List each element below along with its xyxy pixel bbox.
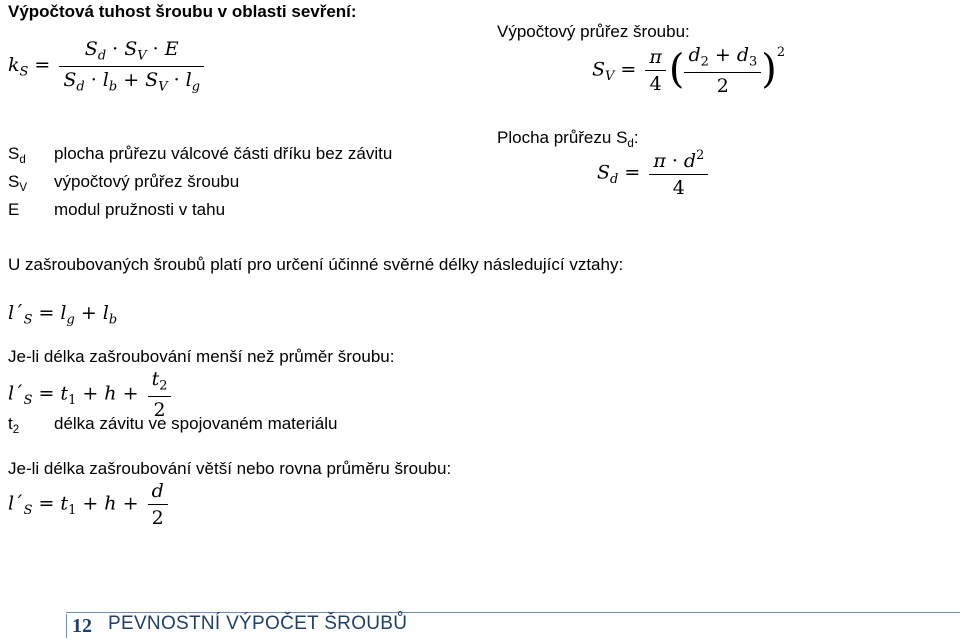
case2-text: Je-li délka zašroubování větší nebo rovna průměru šroubu: bbox=[8, 459, 452, 478]
case1-text: Je-li délka zašroubování menší než průměr šroubu: bbox=[8, 347, 395, 366]
effective-length-formula: $l´_S = l_g + l_b$ bbox=[8, 302, 118, 328]
t2-legend: $t_2$ délka závitu ve spojovaném materiálu bbox=[8, 414, 338, 437]
page-number: 12 bbox=[72, 615, 92, 637]
sv-formula: $S_V$ = $\frac{\pi}{4}$ ( $\frac{d_2 + d_3}{2}$ )$^2$ bbox=[592, 44, 786, 97]
cross-section-heading: Výpočtový průřez šroubu: bbox=[497, 22, 690, 41]
case2-formula: $l´_S = t_1 + h$ + $\frac{d}{2}$ bbox=[8, 480, 171, 529]
legend-row: $S_d$ plocha průřezu válcové části dříku bez závitu bbox=[8, 144, 393, 167]
footer-title: PEVNOSTNÍ VÝPOČET ŠROUBŮ bbox=[108, 613, 408, 634]
stiffness-formula: $k_S$ = $\frac{S_d \cdot S_V \cdot E}{S_d \cdot l_b + S_V \cdot l_g}$ bbox=[8, 38, 207, 94]
case1-formula: $l´_S = t_1 + h$ + $\frac{t_2}{2}$ bbox=[8, 368, 174, 421]
area-label: Plocha průřezu $S_d$: bbox=[497, 128, 639, 151]
legend-row: $S_V$ výpočtový průřez šroubu bbox=[8, 172, 240, 195]
symbol-legend bbox=[8, 143, 392, 221]
legend-row: E modul pružnosti v tahu bbox=[8, 200, 226, 220]
intro-text: U zašroubovaných šroubů platí pro určení účinné svěrné délky následující vztahy: bbox=[8, 255, 624, 274]
stiffness-heading: Výpočtová tuhost šroubu v oblasti sevření: bbox=[8, 2, 357, 21]
sd-formula: $S_d$ = $\frac{\pi \cdot d^2}{4}$ bbox=[597, 148, 711, 199]
